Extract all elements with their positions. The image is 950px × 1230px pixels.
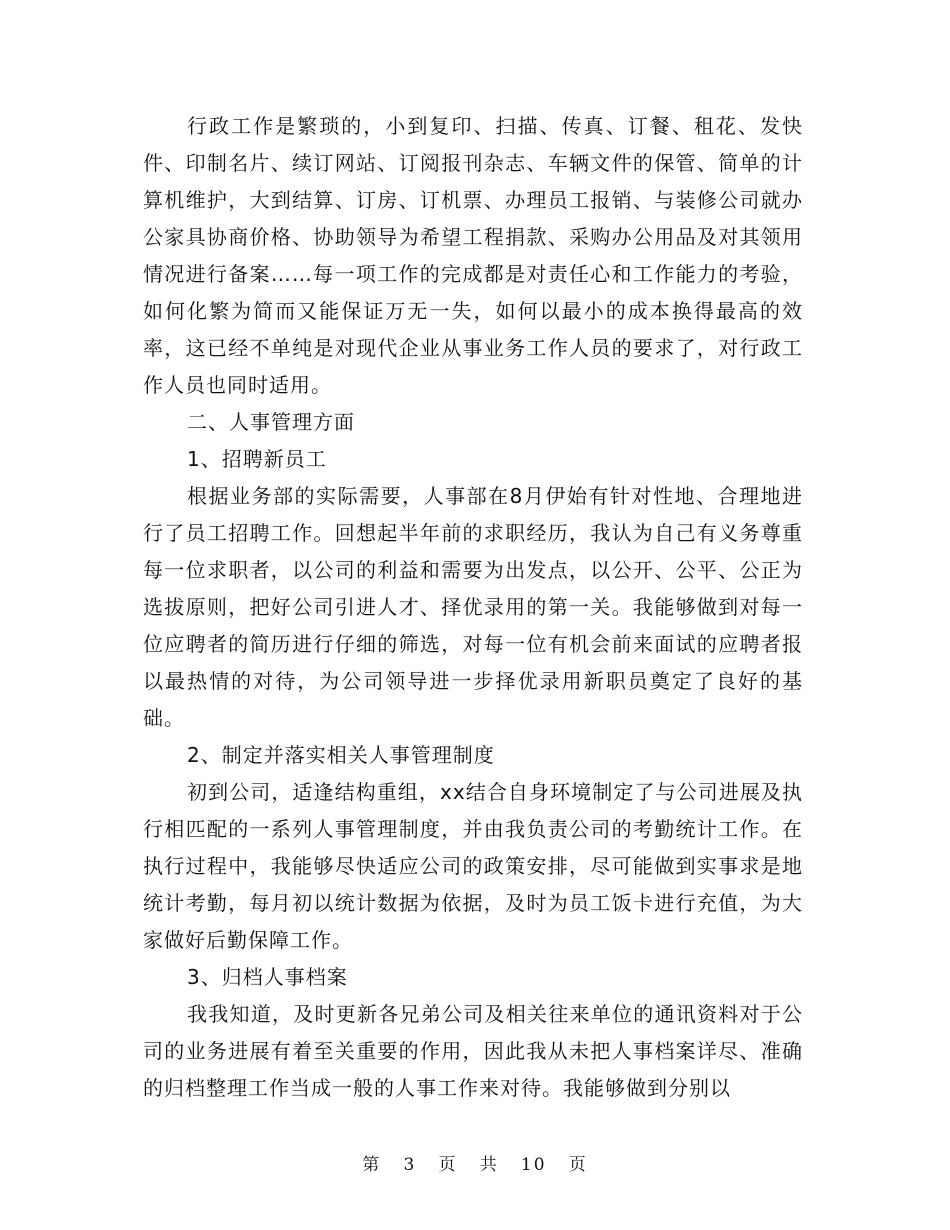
footer-current-page: 3	[403, 1155, 417, 1175]
paragraph-recruitment: 根据业务部的实际需要，人事部在8月伊始有针对性地、合理地进行了员工招聘工作。回想起半年前的求职经历，我认为自己有义务尊重每一位求职者，以公司的利益和需要为出发点，以公开、公平、公正为选拔原则，把好公司引进人才、择优录用的第一关。我能够做到对每一位应聘者的简历进行仔细的筛选，对每一位有机会前来面试的应聘者报以最热情的对待，为公司领导进一步择优录用新职员奠定了良好的基础。	[143, 484, 803, 730]
subheading-recruitment: 1、招聘新员工	[187, 447, 327, 471]
paragraph-admin-work: 行政工作是繁琐的，小到复印、扫描、传真、订餐、租花、发快件、印制名片、续订网站、订阅报刊杂志、车辆文件的保管、简单的计算机维护，大到结算、订房、订机票、办理员工报销、与装修公司就办公家具协商价格、协助领导为希望工程捐款、采购办公用品及对其领用情况进行备案……每一项工作的完成都是对责任心和工作能力的考验，如何化繁为简而又能保证万无一失，如何以最小的成本换得最高的效率，这已经不单纯是对现代企业从事业务工作人员的要求了，对行政工作人员也同时适用。	[143, 114, 803, 397]
document-body	[143, 108, 803, 1107]
section-heading-hr: 二、人事管理方面	[187, 410, 355, 434]
footer-page-label: 第	[362, 1155, 382, 1175]
page-footer	[0, 1150, 950, 1175]
subheading-archives: 3、归档人事档案	[187, 965, 348, 989]
footer-total-pages: 10	[520, 1155, 547, 1175]
footer-page-unit: 页	[438, 1155, 458, 1175]
paragraph-archives: 我我知道，及时更新各兄弟公司及相关往来单位的通讯资料对于公司的业务进展有着至关重要的作用，因此我从未把人事档案详尽、准确的归档整理工作当成一般的人事工作来对待。我能够做到分别以	[143, 1002, 803, 1100]
subheading-hr-policy: 2、制定并落实相关人事管理制度	[187, 743, 495, 767]
footer-total-label: 共	[479, 1155, 499, 1175]
footer-total-unit: 页	[568, 1155, 588, 1175]
paragraph-hr-policy: 初到公司，适逢结构重组，xx结合自身环境制定了与公司进展及执行相匹配的一系列人事管理制度，并由我负责公司的考勤统计工作。在执行过程中，我能够尽快适应公司的政策安排，尽可能做到实事求是地统计考勤，每月初以统计数据为依据，及时为员工饭卡进行充值，为大家做好后勤保障工作。	[143, 780, 803, 952]
